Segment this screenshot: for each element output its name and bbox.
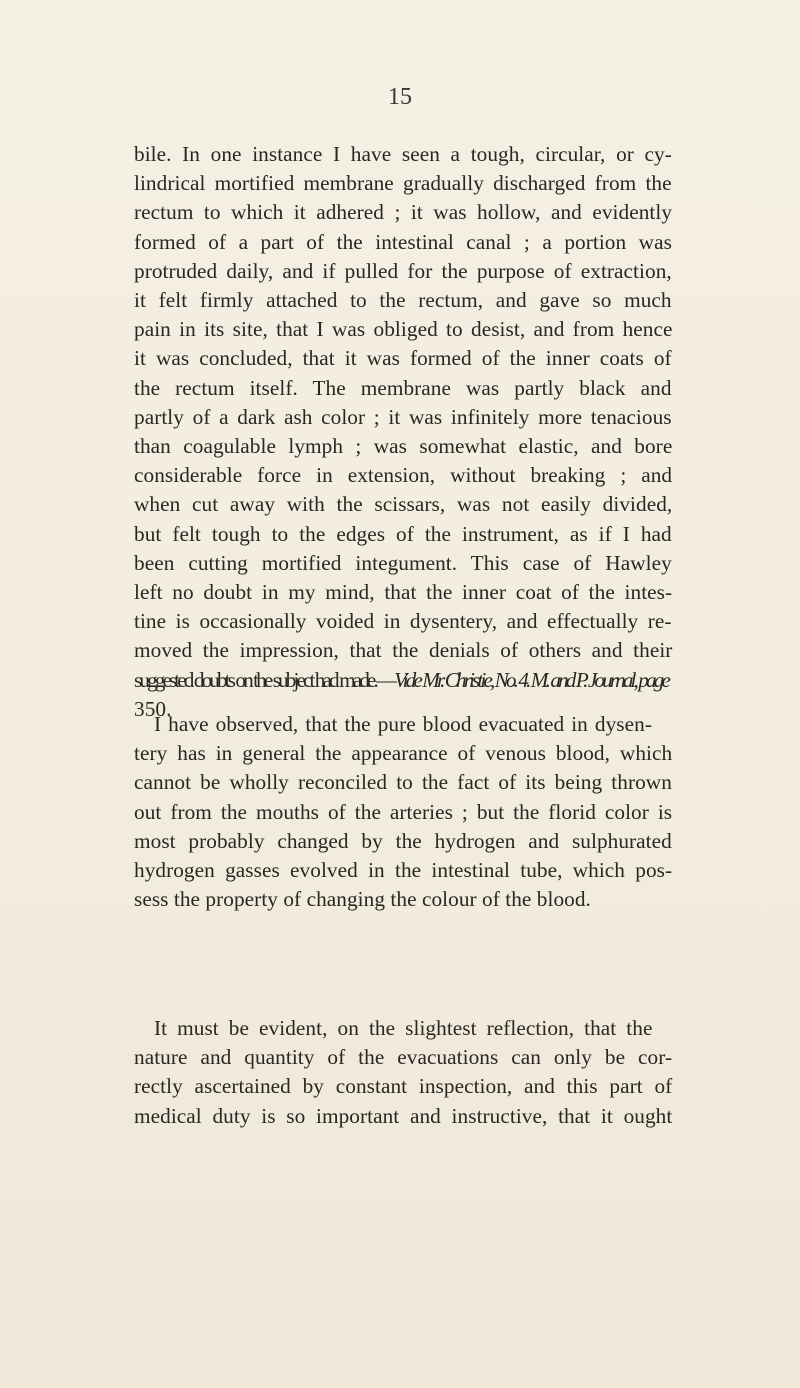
text-line: the rectum itself. The membrane was partly black and (134, 375, 672, 400)
text-line: rectum to which it adhered ; it was hollow, and evidently (134, 200, 673, 225)
text-line: protruded daily, and if pulled for the purpose of extraction, (134, 258, 672, 283)
text-line: out from the mouths of the arteries ; but the florid color is (134, 799, 673, 824)
text-line-with-citation (134, 666, 672, 695)
text-line: rectly ascertained by constant inspection, and this part of (134, 1074, 673, 1099)
text-line: when cut away with the scissars, was not easily divided, (134, 492, 673, 517)
text-line: it was concluded, that it was formed of the inner coats of (134, 346, 672, 371)
text-line: tine is occasionally voided in dysentery, and effectually re- (134, 609, 672, 634)
text-line: tery has in general the appearance of venous blood, which (134, 741, 673, 766)
text-line: formed of a part of the intestinal canal ; a portion was (134, 229, 672, 254)
text-line: considerable force in extension, without breaking ; and (134, 463, 673, 488)
text-line: hydrogen gasses evolved in the intestinal tube, which pos- (134, 858, 673, 883)
text-line: partly of a dark ash color ; it was infinitely more tenacious (134, 404, 672, 429)
text-line: I have observed, that the pure blood evacuated in dysen- (154, 712, 652, 736)
paragraph-1 (134, 140, 672, 724)
text-line: suggested doubts on the subject had made.— (134, 667, 395, 692)
citation-page: 350. (134, 696, 172, 721)
text-line: been cutting mortified integument. This case of Hawley (134, 550, 672, 575)
text-line: nature and quantity of the evacuations can only be cor- (134, 1045, 673, 1070)
text-line: than coagulable lymph ; was somewhat elastic, and bore (134, 434, 673, 459)
citation-start: Vide Mr. Christie, No. 4. M. and P. Journal, page (394, 667, 668, 692)
text-line: bile. In one instance I have seen a tough, circular, or cy- (134, 142, 672, 166)
text-line: sess the property of changing the colour of the blood. (134, 887, 591, 912)
text-line: left no doubt in my mind, that the inner coat of the intes- (134, 580, 673, 605)
text-line: pain in its site, that I was obliged to desist, and from hence (134, 317, 673, 342)
text-line: moved the impression, that the denials of others and their (134, 638, 673, 663)
text-line: most probably changed by the hydrogen and sulphurated (134, 828, 672, 853)
paragraph-3 (134, 1014, 672, 1131)
text-line: lindrical mortified membrane gradually discharged from the (134, 171, 672, 196)
text-line: medical duty is so important and instructive, that it ought (134, 1103, 673, 1128)
paragraph-2 (134, 710, 672, 914)
text-line: but felt tough to the edges of the instrument, as if I had (134, 521, 672, 546)
text-line: It must be evident, on the slightest reflection, that the (154, 1016, 653, 1040)
text-line: cannot be wholly reconciled to the fact of its being thrown (134, 770, 672, 795)
text-line: it felt firmly attached to the rectum, and gave so much (134, 288, 672, 313)
page-number: 15 (388, 84, 412, 110)
